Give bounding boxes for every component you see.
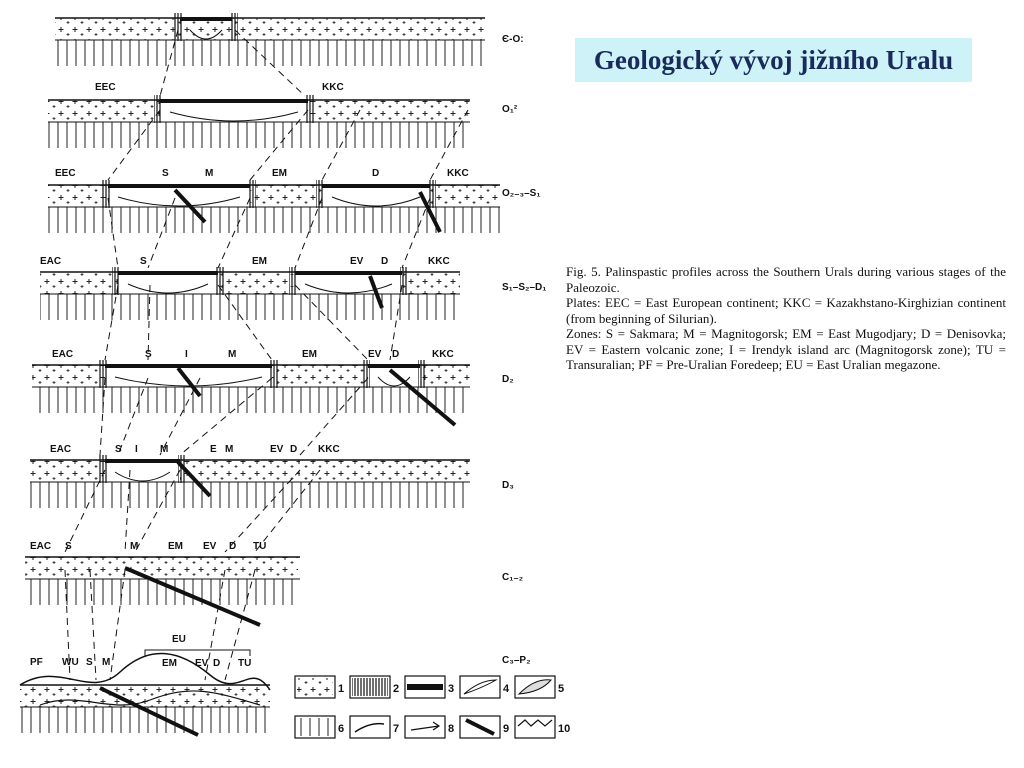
oceanic-crust [180,17,232,21]
zone-label: M [160,444,169,455]
zone-label: KKC [322,82,344,93]
crust-block [48,100,160,122]
zone-label: I [185,349,188,360]
crust-block [32,365,105,387]
zone-label: D [290,444,298,455]
crust-block [430,185,500,207]
zone-label: EV [203,541,217,552]
profile-2 [48,95,470,148]
zone-label: EM [272,168,287,179]
zone-label: M [205,168,214,179]
zone-label: M [225,444,234,455]
margin-sediments [112,267,120,295]
convection-arrow [332,197,420,206]
zone-label: EM [162,658,177,669]
zone-label: KKC [318,444,340,455]
profile-5 [32,360,470,425]
figure-caption [566,264,1006,373]
convection-arrow [305,284,392,293]
stage-label: C₁₋₂ [502,572,524,583]
legend-number: 3 [448,683,455,695]
oceanic-crust [322,184,430,188]
zone-label: EAC [30,541,52,552]
mantle-zone [40,294,460,320]
legend-swatch [350,716,390,738]
crust-block [20,685,270,707]
legend-number: 5 [558,683,565,695]
caption-line-2: Plates: EEC = East European continent; KKC = Kazakhstano-Kirghizian continent (from beginning of Silurian). [566,295,1006,326]
crust-block [402,272,460,294]
zone-label: EV [368,349,382,360]
caption-line-1: Fig. 5. Palinspastic profiles across the Southern Urals during various stages of the Paleozoic. [566,264,1006,295]
zone-label: EV [270,444,284,455]
stage-label: Є-O: [502,34,524,45]
swatch-mantle [297,718,333,736]
zone-label: D [392,349,400,360]
crust-block [40,272,118,294]
stage-label: S₁–S₂–D₁ [502,282,547,293]
zone-label: D [229,541,237,552]
zone-label: TU [238,658,252,669]
zone-label: KKC [432,349,454,360]
margin-sediments [174,13,182,41]
profile-8 [20,653,270,735]
zone-label: EM [302,349,317,360]
convection-arrow [170,112,298,121]
title-banner [575,38,972,82]
convection-arrow [128,284,208,293]
zone-label: S [162,168,169,179]
profile-1 [55,13,485,66]
profile-4 [40,267,460,320]
profile-7 [25,557,300,625]
oceanic-crust [108,184,250,188]
stage-label: D₃ [502,480,514,491]
zone-label: EEC [55,168,76,179]
legend-item-8 [405,716,454,738]
legend-swatch [405,716,445,738]
legend-item-9 [460,716,509,738]
crust-block [302,460,470,482]
zone-label: S [115,444,122,455]
swatch-oceanic [407,684,443,690]
zone-label: EV [350,256,364,267]
zone-label: D [381,256,389,267]
legend-number: 9 [503,723,510,735]
profile-3 [48,180,500,233]
profile-6 [30,455,470,508]
zone-label: PF [30,657,43,668]
mantle-zone [55,40,485,66]
zone-label: TU [253,541,267,552]
swatch-crust [297,678,333,696]
margin-sediments [362,360,370,388]
legend-item-2 [350,676,399,698]
crust-block [180,460,300,482]
stage-label: O₂₋₃–S₁ [502,188,541,199]
zone-label: M [130,541,139,552]
margin-sediments [230,13,238,41]
crust-block [250,185,322,207]
legend-item-5 [515,676,564,698]
crust-block [48,185,108,207]
legend-number: 8 [448,723,455,735]
zone-label: KKC [447,168,469,179]
legend-item-3 [405,676,454,698]
margin-sediments [216,267,224,295]
zone-label: EV [195,658,209,669]
stage-label: D₂ [502,374,514,385]
legend-item-1 [295,676,344,698]
crust-block [272,365,368,387]
legend-item-4 [460,676,510,698]
crust-block [55,18,485,40]
stage-label: O₁² [502,104,518,115]
legend-number: 7 [393,723,400,735]
zone-label: S [65,541,72,552]
mantle-zone [32,387,470,413]
margin-sediments [248,180,256,208]
margin-sediments [289,267,297,295]
zone-label: D [213,658,221,669]
zone-label: EM [168,541,183,552]
margin-sediments [99,360,107,388]
zone-label: I [135,444,138,455]
zone-label: WU [62,657,79,668]
margin-sediments [306,95,314,123]
legend-item-6 [295,716,344,738]
legend-layer [295,676,570,738]
margin-sediments [99,455,107,483]
margin-sediments [154,95,162,123]
zone-label: EAC [40,256,62,267]
crust-block [420,365,470,387]
legend-swatch [515,716,555,738]
convection-arrow [118,197,240,206]
margin-sediments [428,180,436,208]
margin-sediments [270,360,278,388]
crust-block [308,100,470,122]
convection-arrow [115,472,170,481]
zone-label: M [102,657,111,668]
stage-labels-layer [502,34,546,666]
crust-block [218,272,295,294]
zone-label: S [86,657,93,668]
legend-number: 2 [393,683,400,695]
zone-label: EU [172,634,186,645]
mantle-zone [48,122,470,148]
caption-line-3: Zones: S = Sakmara; M = Magnitogorsk; EM = East Mugodjary; D = Denisovka; EV = Eastern volcanic zone; I = Irendyk island arc (Magnitogorsk zone); TU = Transuralian; PF = Pre-Uralian Foredeep; EU = East Uralian megazone. [566,326,1006,372]
zone-label: M [228,349,237,360]
oceanic-crust [368,364,420,368]
zone-label: EAC [50,444,72,455]
mantle-zone [30,482,470,508]
legend-number: 1 [338,683,345,695]
zone-label: E [210,444,217,455]
oceanic-crust [295,271,402,275]
legend-item-7 [350,716,399,738]
zone-label: EM [252,256,267,267]
oceanic-crust [105,364,272,368]
oceanic-crust [118,271,218,275]
zone-label: EAC [52,349,74,360]
legend-number: 10 [558,723,571,735]
crust-block [25,557,298,579]
legend-item-10 [515,716,570,738]
oceanic-crust [105,459,180,463]
zone-label: S [140,256,147,267]
legend-number: 6 [338,723,345,735]
stage-label: C₃–P₂ [502,655,531,666]
oceanic-crust [160,99,308,103]
crust-block [30,460,105,482]
profiles-layer [20,13,500,735]
zone-label: S [145,349,152,360]
zone-label: KKC [428,256,450,267]
zone-label: D [372,168,380,179]
margin-sediments [418,360,426,388]
legend-number: 4 [503,683,510,695]
swatch-sediments [352,678,388,696]
zone-label: EEC [95,82,116,93]
page-title: Geologický vývoj jižního Uralu [593,44,954,75]
